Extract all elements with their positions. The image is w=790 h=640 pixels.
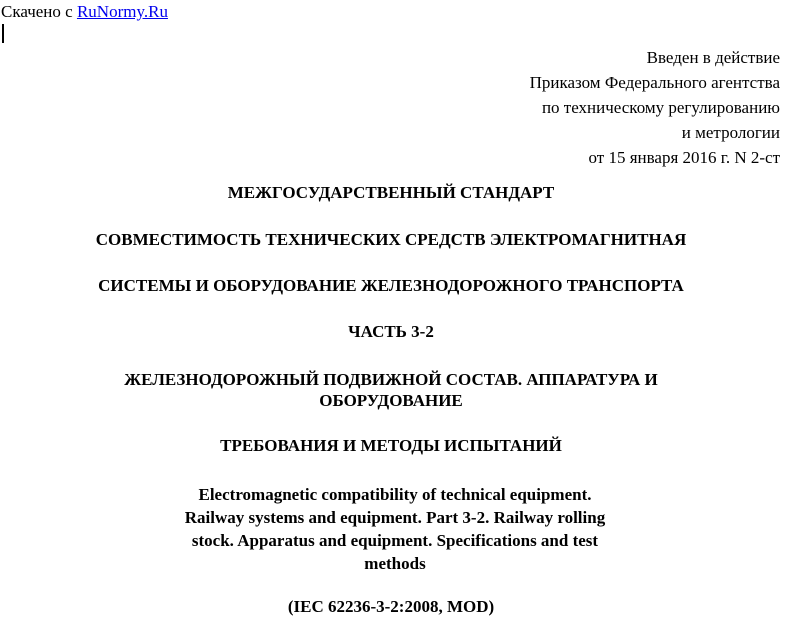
- subtitle-block: [0, 369, 782, 411]
- title-line-1: СОВМЕСТИМОСТЬ ТЕХНИЧЕСКИХ СРЕДСТВ ЭЛЕКТРОМАГНИТНАЯ: [95, 230, 687, 249]
- iec-reference: (IEC 62236-3-2:2008, MOD): [287, 597, 495, 616]
- standard-type-heading: МЕЖГОСУДАРСТВЕННЫЙ СТАНДАРТ: [227, 183, 555, 202]
- approval-line: Приказом Федерального агентства: [529, 73, 780, 92]
- approval-line: и метрологии: [681, 123, 780, 142]
- source-line: [1, 2, 168, 22]
- requirements-heading: ТРЕБОВАНИЯ И МЕТОДЫ ИСПЫТАНИЙ: [220, 436, 562, 455]
- title-line-2: СИСТЕМЫ И ОБОРУДОВАНИЕ ЖЕЛЕЗНОДОРОЖНОГО ТРАНСПОРТА: [98, 276, 684, 295]
- source-link[interactable]: RuNormy.Ru: [76, 2, 168, 21]
- source-prefix: Скачено с: [1, 2, 77, 21]
- english-title-block: [0, 483, 790, 575]
- approval-line: по техническому регулированию: [541, 98, 780, 117]
- approval-line: от 15 января 2016 г. N 2-ст: [588, 148, 780, 167]
- part-heading: ЧАСТЬ 3-2: [348, 322, 434, 341]
- text-cursor: [2, 24, 4, 43]
- subtitle-line-2: ОБОРУДОВАНИЕ: [319, 391, 463, 410]
- english-title-line: Electromagnetic compatibility of technical equipment.: [198, 485, 592, 504]
- approval-block: [530, 45, 780, 170]
- english-title-line: Railway systems and equipment. Part 3-2. Railway rolling: [184, 508, 606, 527]
- subtitle-line-1: ЖЕЛЕЗНОДОРОЖНЫЙ ПОДВИЖНОЙ СОСТАВ. АППАРАТУРА И: [124, 370, 658, 389]
- english-title-line: stock. Apparatus and equipment. Specifications and test: [191, 531, 599, 550]
- english-title-line: methods: [364, 554, 426, 573]
- approval-line: Введен в действие: [646, 48, 780, 67]
